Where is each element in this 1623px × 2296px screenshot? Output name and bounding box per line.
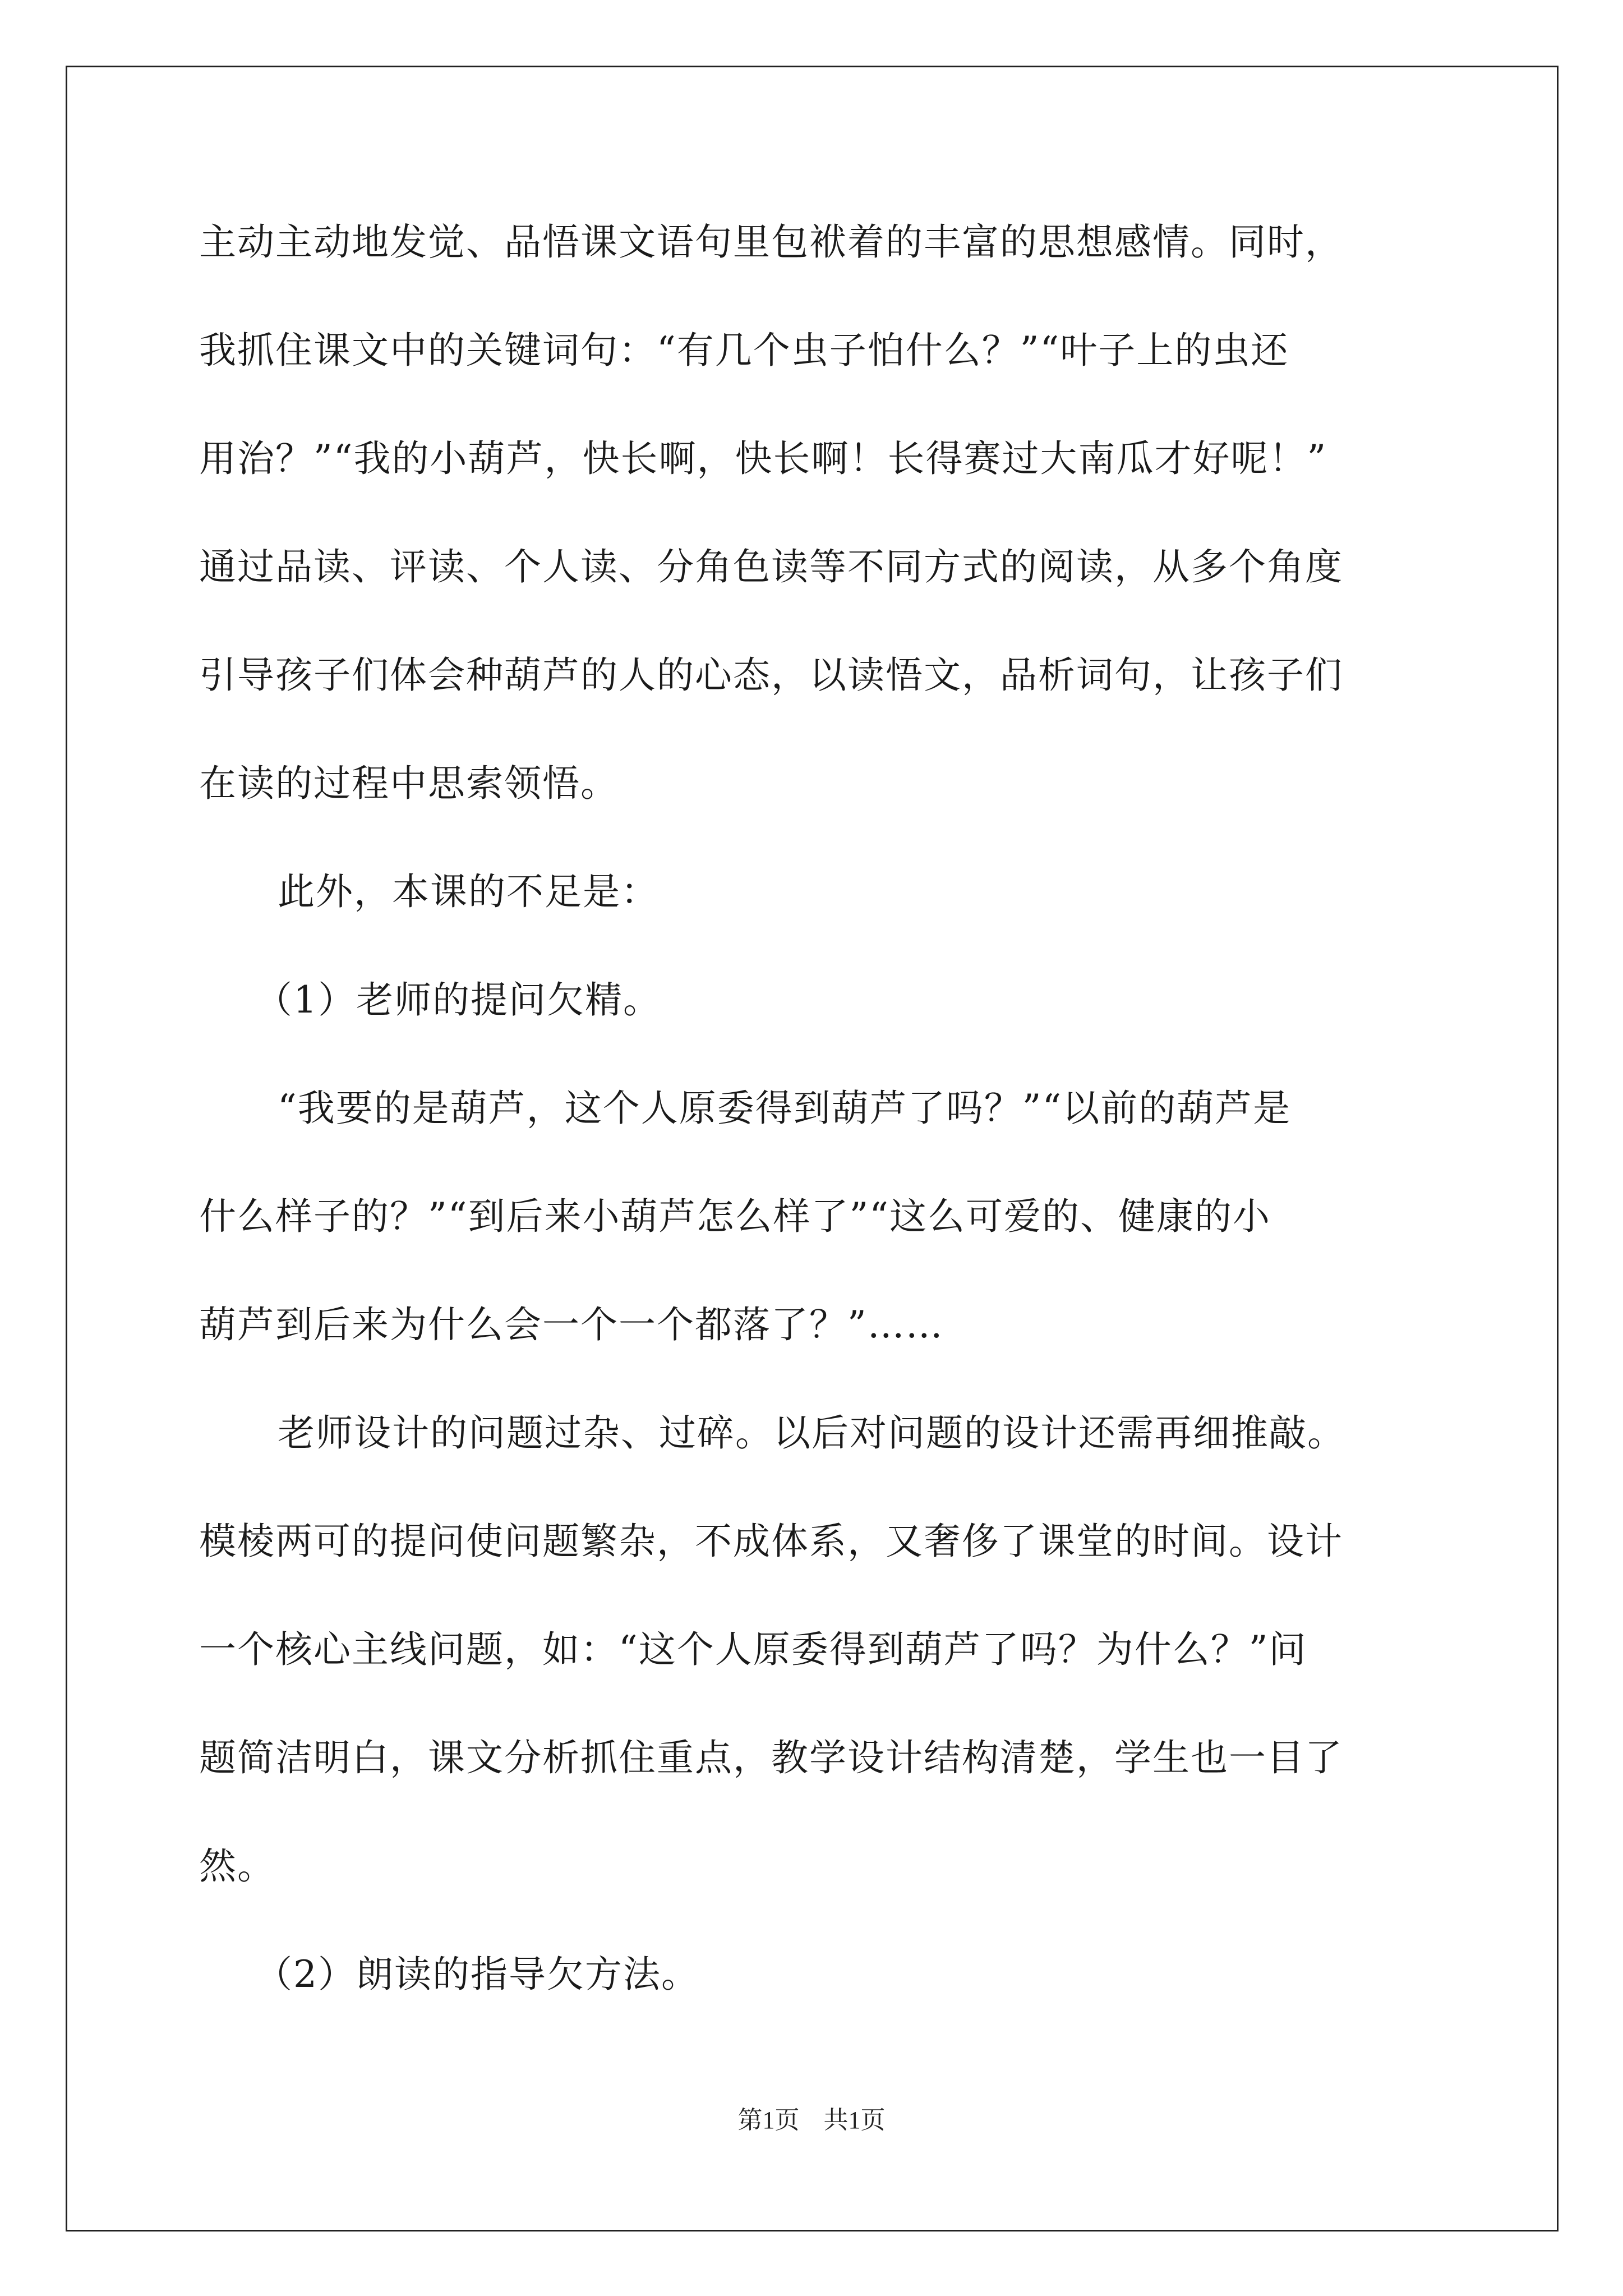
text-line: 题简洁明白，课文分析抓住重点，教学设计结构清楚，学生也一目了 — [199, 1736, 1343, 1779]
text-line: 什么样子的？”“到后来小葫芦怎么样了”“这么可爱的、健康的小 — [199, 1195, 1271, 1238]
text-line: 模棱两可的提问使问题繁杂，不成体系，又奢侈了课堂的时间。设计 — [199, 1520, 1343, 1563]
text-line: 一个核心主线问题，如：“这个人原委得到葫芦了吗？为什么？”问 — [199, 1628, 1307, 1671]
page-footer — [0, 2104, 1623, 2137]
text-line: 主动主动地发觉、品悟课文语句里包袱着的丰富的思想感情。同时， — [199, 220, 1343, 264]
text-line: 葫芦到后来为什么会一个一个都落了？”…… — [199, 1303, 944, 1346]
text-line: 通过品读、评读、个人读、分角色读等不同方式的阅读，从多个角度 — [199, 545, 1343, 588]
document-body — [199, 188, 1467, 2028]
text-line: 在读的过程中思索领悟。 — [199, 762, 619, 805]
text-line: 我抓住课文中的关键词句：“有几个虫子怕什么？”“叶子上的虫还 — [199, 329, 1289, 372]
list-heading: （1）老师的提问欠精。 — [255, 978, 661, 1022]
text-line: 引导孩子们体会种葫芦的人的心态，以读悟文，品析词句，让孩子们 — [199, 654, 1343, 697]
paragraph-start: 此外，本课的不足是： — [278, 870, 659, 913]
page-total: 共1页 — [823, 2106, 886, 2134]
paragraph-start: 老师设计的问题过杂、过碎。以后对问题的设计还需再细推敲。 — [278, 1411, 1345, 1455]
text-line: 用治？”“我的小葫芦，快长啊，快长啊！长得赛过大南瓜才好呢！” — [199, 437, 1327, 480]
page-number: 第1页 — [737, 2106, 800, 2134]
text-line: 然。 — [199, 1844, 275, 1888]
paragraph-start: “我要的是葫芦，这个人原委得到葫芦了吗？”“以前的葫芦是 — [278, 1087, 1292, 1130]
list-heading: （2）朗读的指导欠方法。 — [255, 1953, 699, 1996]
